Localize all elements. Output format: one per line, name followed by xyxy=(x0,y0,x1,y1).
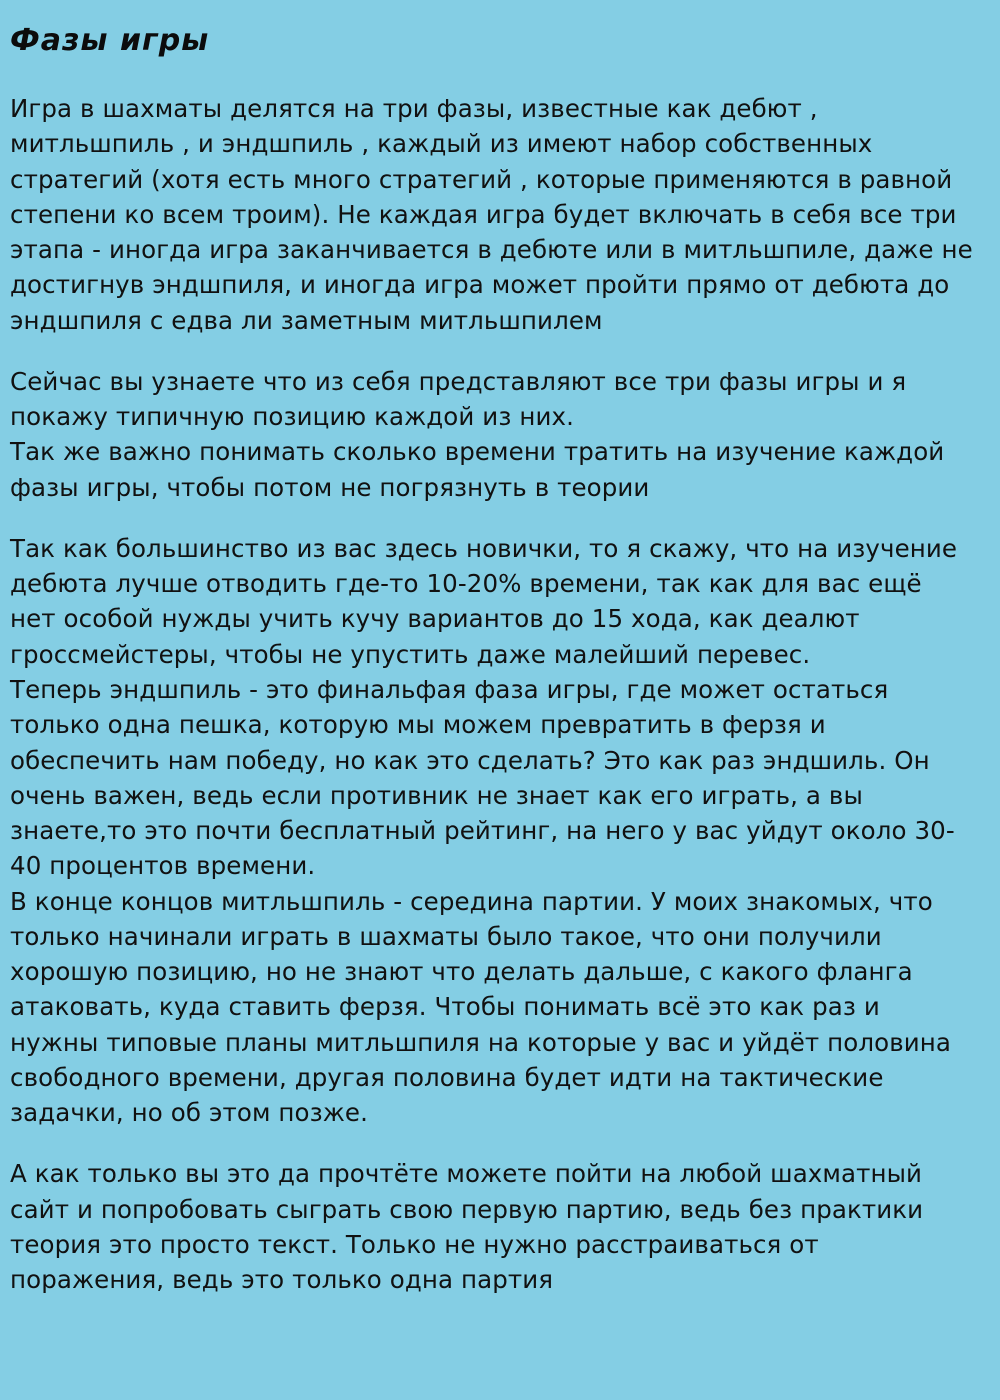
paragraph-overview: Сейчас вы узнаете что из себя представляют все три фазы игры и я покажу типичную позицию каждой из них. xyxy=(10,366,907,432)
paragraph-middlegame: В конце концов митльшпиль - середина партии. У моих знакомых, что только начинали играть в шахматы было такое, что они получили хорошую позицию, но не знают что делать дальше, с какого фланга атаковать, куда ставить ферзя. Чтобы понимать всё это как раз и нужны типовые планы митльшпиля на которые у вас и уйдёт половина свободного времени, другая половина будет идти на тактические задачки, но об этом позже. xyxy=(10,886,952,1128)
paragraph-practice-advice: А как только вы это да прочтёте можете пойти на любой шахматный сайт и попробовать сыграть свою первую партию, ведь без практики теория это просто текст. Только не нужно расстраиваться от поражения, ведь это только одна партия xyxy=(10,1159,924,1295)
paragraph-intro-phases: Игра в шахматы делятся на три фазы, известные как дебют , митльшпиль , и эндшпиль , каждый из имеют набор собственных стратегий (хотя есть много стратегий , которые применяются в равной степени ко всем троим). Не каждая игра будет включать в себя все три этапа - иногда игра заканчивается в дебюте или в митльшпиле, даже не достигнув эндшпиля, и иногда игра может пройти прямо от дебюта до эндшпиля с едва ли заметным митльшпилем xyxy=(10,94,973,335)
paragraph-endgame: Теперь эндшпиль - это финальфая фаза игры, где может остаться только одна пешка, которую мы можем превратить в ферзя и обеспечить нам победу, но как это сделать? Это как раз эндшиль. Он очень важен, ведь если противник не знает как его играть, а вы знаете,то это почти бесплатный рейтинг, на него у вас уйдут около 30-40 процентов времени. xyxy=(10,674,955,881)
paragraph-time-importance: Так же важно понимать сколько времени тратить на изучение каждой фазы игры, чтобы потом не погрязнуть в теории xyxy=(10,437,945,502)
paragraph-opening-study: Так как большинство из вас здесь новички, то я скажу, что на изучение дебюта лучше отводить где-то 10-20% времени, так как для вас ещё нет особой нужды учить кучу вариантов до 15 хода, как деалют гроссмейстеры, чтобы не упустить даже малейший перевес. xyxy=(10,533,958,669)
page-title: Фазы игры xyxy=(10,23,210,58)
